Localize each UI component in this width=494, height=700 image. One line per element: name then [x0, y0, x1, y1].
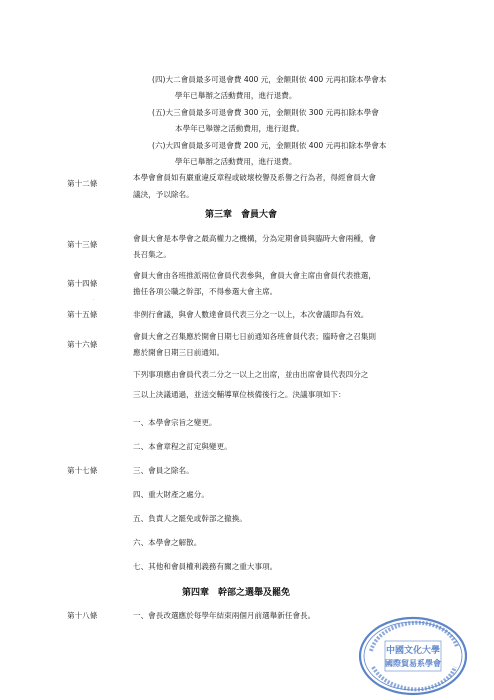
- article-12-label: 第十二條: [67, 179, 98, 188]
- department-seal: [357, 615, 469, 697]
- article-13-line-2: 長召集之。: [133, 250, 171, 259]
- chapter-3-title: 第三章 會員大會: [205, 210, 278, 220]
- seal-line-2: 國際貿易系學會: [385, 659, 441, 668]
- item-4-line-2: 學年已舉辦之活動費用，進行退費。: [175, 91, 297, 100]
- article-17-item-7: 七、其他和會員權利義務有關之重大事項。: [133, 562, 278, 571]
- article-17-item-3: 三、會員之除名。: [133, 466, 194, 475]
- article-17-item-5: 五、負責人之罷免或幹部之撤換。: [133, 514, 247, 523]
- article-14-line-1: 會員大會由各班推派兩位會員代表參與，會員大會主席由會員代表推選，: [133, 271, 376, 280]
- article-13-label: 第十三條: [67, 240, 98, 249]
- article-17-item-1: 一、本學會宗旨之變更。: [133, 418, 217, 427]
- item-5-line-1: (五)大三會員最多可退會費 300 元，金額則依 300 元再扣除本學會: [152, 108, 379, 117]
- article-16-label: 第十六條: [67, 340, 98, 349]
- article-14-label: 第十四條: [67, 279, 98, 288]
- article-16-line-1: 會員大會之召集應於開會日期七日前通知各班會員代表；臨時會之召集則: [133, 332, 376, 341]
- article-16-line-2: 應於開會日期三日前通知。: [133, 348, 225, 357]
- article-14-line-2: 擔任各項公職之幹部，不得參選大會主席。: [133, 287, 278, 296]
- article-13-line-1: 會員大會是本學會之最高權力之機構，分為定期會員與臨時大會兩種，會: [133, 234, 376, 243]
- item-6-line-2: 學年已舉辦之活動費用，進行退費。: [175, 157, 297, 166]
- article-17-label: 第十七條: [67, 466, 98, 475]
- article-17-item-2: 二、本會章程之訂定與變更。: [133, 442, 232, 451]
- chapter-4-title: 第四章 幹部之選舉及罷免: [182, 588, 291, 598]
- item-4-line-1: (四)大二會員最多可退會費 400 元，金額則依 400 元再扣除本學會本: [152, 75, 387, 84]
- item-5-line-2: 本學年已舉辦之活動費用，進行退費。: [175, 124, 305, 133]
- seal-line-1: 中國文化大學: [385, 646, 441, 656]
- article-12-line-2: 議決，予以除名。: [133, 190, 194, 199]
- article-17-intro-line-1: 下列事項應由會員代表二分之一以上之出席，並由出席會員代表四分之: [133, 370, 369, 379]
- article-12-line-1: 本學會會員如有嚴重違反章程或破壞校譽及系譽之行為者，得經會員大會: [133, 173, 376, 182]
- item-6-line-1: (六)大四會員最多可退會費 200 元，金額則依 400 元再扣除本學會本: [152, 141, 387, 150]
- article-17-item-6: 六、本學會之解散。: [133, 538, 202, 547]
- article-18-line-1: 一、會長改選應於每學年結束兩個月前選舉新任會長。: [133, 611, 316, 620]
- article-18-label: 第十八條: [67, 611, 98, 620]
- article-15-label: 第十五條: [67, 310, 98, 319]
- article-17-item-4: 四、重大財產之處分。: [133, 490, 209, 499]
- article-17-intro-line-2: 三以上決議通過，並送交輔導單位核備後行之。決議事項如下：: [133, 390, 346, 399]
- article-15-line-1: 非例行會議，與會人數達會員代表三分之一以上，本次會議即為有效。: [133, 310, 369, 319]
- scan-speck: .: [93, 296, 95, 302]
